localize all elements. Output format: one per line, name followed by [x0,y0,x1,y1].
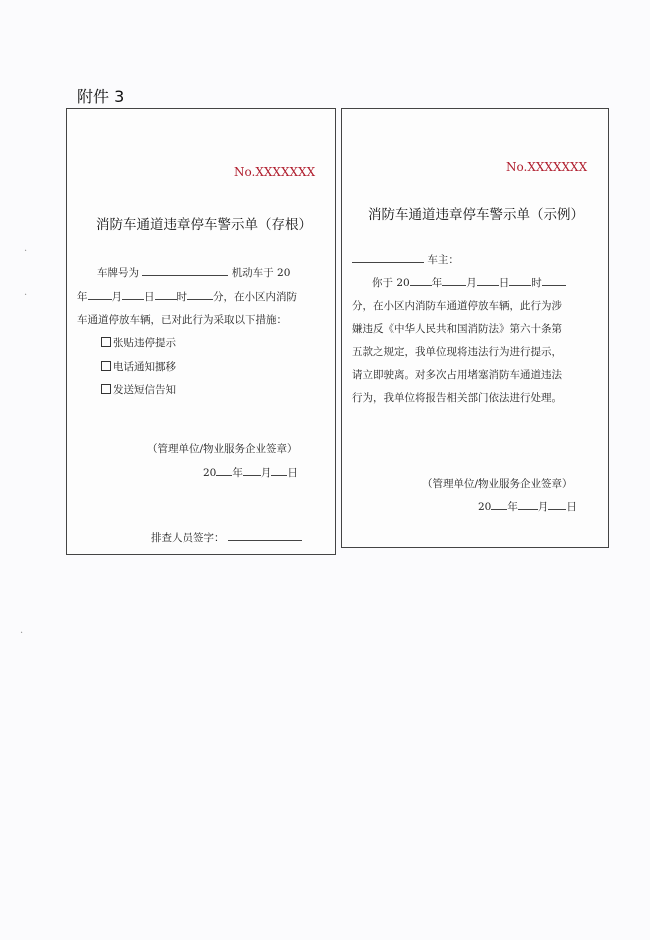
inspector-signature-blank[interactable] [228,530,302,541]
stub-card [66,108,336,555]
month-blank[interactable] [88,289,112,300]
hour-blank[interactable] [509,275,531,286]
scan-speck: · [24,290,28,301]
stub-plate-line: 车牌号为 机动车于 20 [97,267,291,279]
sign-year-blank[interactable] [216,465,232,476]
day-blank[interactable] [477,275,499,286]
notice-owner-line: 车主： [352,252,459,267]
stub-sign-date: 20 年 月 日 [203,467,298,479]
measure-item[interactable]: 张贴违停提示 [101,335,176,350]
checkbox-icon[interactable] [101,361,111,371]
day-blank[interactable] [122,289,144,300]
notice-body-line: 嫌违反《中华人民共和国消防法》第六十条第 [352,323,562,335]
checkbox-icon[interactable] [101,384,111,394]
notice-body-line: 请立即驶离。对多次占用堵塞消防车通道违法 [352,369,562,381]
scan-speck: · [24,246,28,257]
checkbox-icon[interactable] [101,337,111,347]
stub-date-line: 年 月 日 时 分，在小区内消防 [77,291,297,303]
sign-month-blank[interactable] [518,499,538,510]
stub-signature-label: （管理单位/物业服务企业签章） [147,443,298,455]
scan-speck: · [20,628,24,639]
inspector-signature-line: 排查人员签字： [151,530,302,545]
plate-number-blank[interactable] [142,265,228,276]
minute-blank[interactable] [542,275,566,286]
measure-item[interactable]: 发送短信告知 [101,382,176,397]
stub-measures-intro: 车通道停放车辆，已对此行为采取以下措施： [77,314,287,326]
sign-year-blank[interactable] [491,499,507,510]
sign-day-blank[interactable] [548,499,566,510]
notice-time-line: 你于 20 年 月 日 时 [372,275,566,290]
notice-card [341,108,609,548]
stub-serial-number: No.XXXXXXX [234,165,316,179]
stub-title: 消防车通道违章停车警示单（存根） [96,217,312,233]
measure-item[interactable]: 电话通知挪移 [101,359,176,374]
minute-blank[interactable] [187,289,213,300]
hour-blank[interactable] [155,289,177,300]
sign-month-blank[interactable] [243,465,261,476]
notice-serial-number: No.XXXXXXX [506,160,588,174]
notice-body-line: 行为，我单位将报告相关部门依法进行处理。 [352,392,562,404]
notice-sign-date: 20 年 月 日 [478,501,577,513]
owner-name-blank[interactable] [352,252,424,263]
notice-title: 消防车通道违章停车警示单（示例） [368,207,584,223]
sign-day-blank[interactable] [271,465,287,476]
notice-body-line: 五款之规定，我单位现将违法行为进行提示， [352,346,562,358]
attachment-label: 附件 3 [77,87,125,106]
notice-signature-label: （管理单位/物业服务企业签章） [422,478,573,490]
month-blank[interactable] [442,275,466,286]
year-blank[interactable] [410,275,432,286]
notice-body-line: 分，在小区内消防车通道停放车辆，此行为涉 [352,300,562,312]
